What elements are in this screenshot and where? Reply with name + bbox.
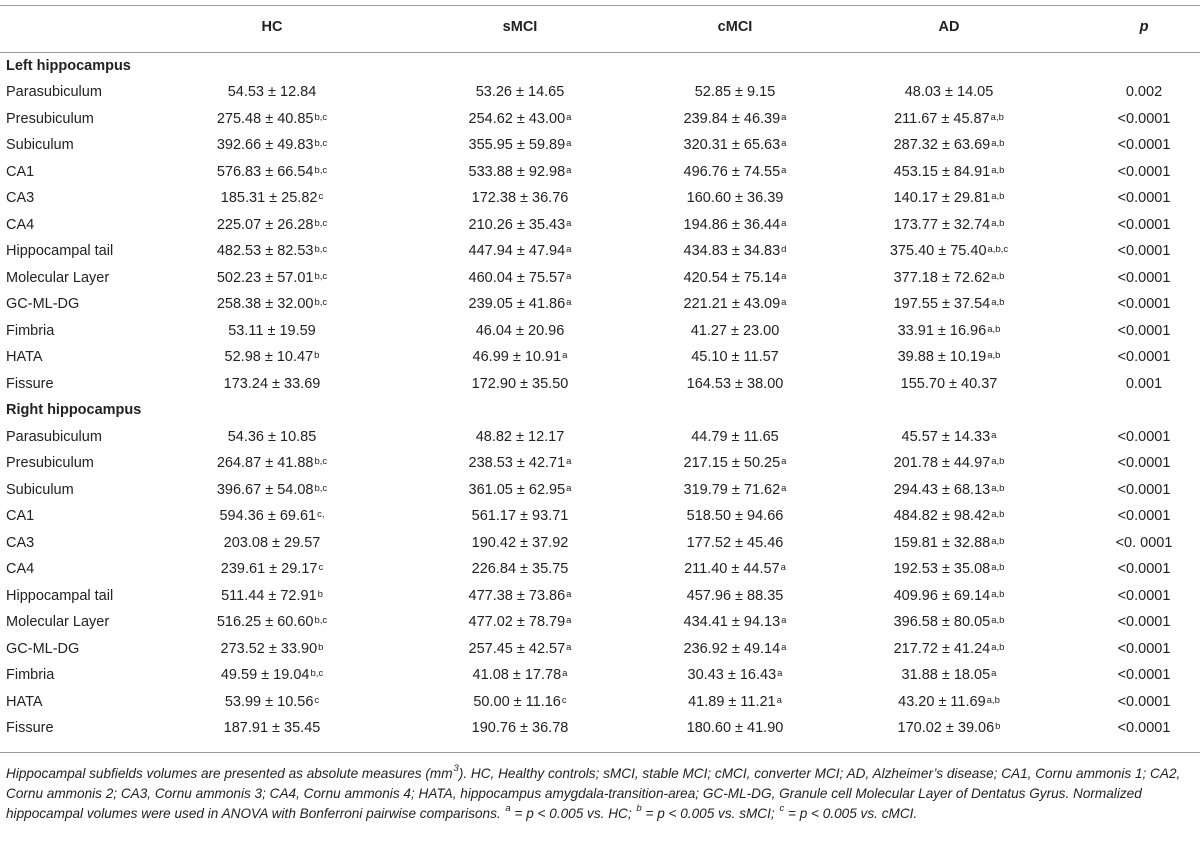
smci-value: 46.04 ± 20.96 [475, 322, 565, 339]
cmci-value: 44.79 ± 11.65 [691, 428, 779, 445]
section-title: Right hippocampus [6, 402, 142, 419]
cmci-value-cell [650, 424, 820, 451]
ad-value: 217.72 ± 41.24 [893, 640, 991, 657]
smci-value-cell [416, 530, 624, 557]
hc-value-cell: 516.25 ± 60.60 $^{b,c}$ [216, 614, 328, 631]
table-row [0, 238, 1200, 265]
hc-value-cell: 185.31 ± 25.82 $^c$ [220, 190, 324, 207]
smci-value: 447.94 ± 47.94 [468, 243, 566, 260]
table-row [0, 318, 1200, 345]
subfield-label: Hippocampal tail [6, 243, 114, 260]
section-header-row [0, 397, 1200, 424]
ad-value: 396.58 ± 80.05 [893, 614, 991, 631]
ad-value-cell: 409.96 ± 69.14 $^{a,b}$ [893, 587, 1005, 604]
ad-value: 409.96 ± 69.14 [893, 587, 991, 604]
hc-value: 173.24 ± 33.69 [223, 375, 321, 392]
ad-value: 31.88 ± 18.05 [901, 667, 991, 684]
cmci-value-cell: 420.54 ± 75.14 $^a$ [683, 269, 787, 286]
hc-value: 54.36 ± 10.85 [227, 428, 317, 445]
cmci-value: 164.53 ± 38.00 [686, 375, 784, 392]
ad-value: 45.57 ± 14.33 [901, 428, 991, 445]
table-row [0, 291, 1200, 318]
hc-value: 239.61 ± 29.17 [220, 561, 318, 578]
cmci-value: 434.41 ± 94.13 [683, 614, 781, 631]
cmci-value-cell: 217.15 ± 50.25 $^a$ [683, 455, 787, 472]
cmci-value: 496.76 ± 74.55 [683, 163, 781, 180]
smci-value-cell: 533.88 ± 92.98 $^a$ [468, 163, 572, 180]
cmci-value: 41.27 ± 23.00 [690, 322, 780, 339]
smci-value: 50.00 ± 11.16 [473, 693, 561, 710]
hc-value: 53.99 ± 10.56 [224, 693, 314, 710]
cmci-value-cell: 434.83 ± 34.83 $^d$ [683, 243, 787, 260]
cmci-value-cell: 221.21 ± 43.09 $^a$ [683, 296, 787, 313]
p-value: <0.0001 [1117, 269, 1171, 286]
table-row [0, 212, 1200, 239]
cmci-value: 457.96 ± 88.35 [686, 587, 784, 604]
p-value: <0.0001 [1117, 243, 1171, 260]
smci-value-cell: 238.53 ± 42.71 $^a$ [468, 455, 572, 472]
hc-value-cell [168, 424, 376, 451]
table-row [0, 715, 1200, 742]
hc-value-cell: 392.66 ± 49.83 $^{b,c}$ [216, 137, 328, 154]
ad-value-cell: 140.17 ± 29.81 $^{a,b}$ [893, 190, 1005, 207]
cmci-value-cell: 236.92 ± 49.14 $^a$ [683, 640, 787, 657]
hc-value-cell: 225.07 ± 26.28 $^{b,c}$ [216, 216, 328, 233]
smci-value: 172.38 ± 36.76 [471, 190, 569, 207]
ad-value-cell: 377.18 ± 72.62 $^{a,b}$ [893, 269, 1005, 286]
smci-value: 257.45 ± 42.57 [468, 640, 566, 657]
ad-value-cell: 43.20 ± 11.69 $^{a,b}$ [898, 693, 1000, 710]
smci-value-cell [416, 318, 624, 345]
cmci-value-cell [650, 583, 820, 610]
ad-value: 140.17 ± 29.81 [893, 190, 991, 207]
hc-value: 396.67 ± 54.08 [216, 481, 314, 498]
cmci-value: 194.86 ± 36.44 [683, 216, 781, 233]
table-row [0, 344, 1200, 371]
smci-value: 210.26 ± 35.43 [468, 216, 566, 233]
hc-value-cell: 49.59 ± 19.04 $^{b,c}$ [220, 667, 324, 684]
cmci-value-cell [650, 79, 820, 106]
p-value: <0.0001 [1117, 481, 1171, 498]
ad-value-cell: 45.57 ± 14.33 $^a$ [901, 428, 997, 445]
subfield-label: CA4 [6, 216, 35, 233]
header-col-hc: HC [261, 19, 283, 36]
hc-value-cell: 576.83 ± 66.54 $^{b,c}$ [216, 163, 328, 180]
table-row [0, 556, 1200, 583]
smci-value: 226.84 ± 35.75 [471, 561, 569, 578]
smci-value-cell [416, 424, 624, 451]
hc-value-cell [168, 715, 376, 742]
cmci-value-cell [650, 715, 820, 742]
ad-value: 170.02 ± 39.06 [897, 720, 995, 737]
smci-value-cell: 50.00 ± 11.16 $^c$ [473, 693, 567, 710]
smci-value-cell [416, 715, 624, 742]
ad-value: 377.18 ± 72.62 [893, 269, 991, 286]
hc-value-cell: 258.38 ± 32.00 $^{b,c}$ [216, 296, 328, 313]
hc-value: 264.87 ± 41.88 [216, 455, 314, 472]
smci-value: 361.05 ± 62.95 [468, 481, 566, 498]
cmci-value-cell: 194.86 ± 36.44 $^a$ [683, 216, 787, 233]
header-col-smci: sMCI [502, 19, 538, 36]
hc-value-cell: 396.67 ± 54.08 $^{b,c}$ [216, 481, 328, 498]
p-value: <0.0001 [1117, 190, 1171, 207]
ad-value-cell: 173.77 ± 32.74 $^{a,b}$ [893, 216, 1005, 233]
table-row [0, 79, 1200, 106]
table-row [0, 662, 1200, 689]
header-col-cmci: cMCI [717, 19, 753, 36]
smci-value-cell: 355.95 ± 59.89 $^a$ [468, 137, 572, 154]
smci-value-cell [416, 556, 624, 583]
p-value: <0.0001 [1117, 110, 1171, 127]
table-row [0, 185, 1200, 212]
cmci-value: 221.21 ± 43.09 [683, 296, 781, 313]
hc-value: 185.31 ± 25.82 [220, 190, 318, 207]
smci-value-cell: 447.94 ± 47.94 $^a$ [468, 243, 572, 260]
smci-value: 172.90 ± 35.50 [471, 375, 569, 392]
subfield-label: CA1 [6, 508, 35, 525]
smci-value: 254.62 ± 43.00 [468, 110, 566, 127]
hc-value-cell: 482.53 ± 82.53 $^{b,c}$ [216, 243, 328, 260]
hc-value-cell: 594.36 ± 69.61 $^{c,}$ [219, 508, 325, 525]
bottom-rule [0, 752, 1200, 753]
ad-value: 201.78 ± 44.97 [893, 455, 991, 472]
ad-value: 453.15 ± 84.91 [893, 163, 991, 180]
table-row [0, 424, 1200, 451]
subfield-label: Hippocampal tail [6, 587, 114, 604]
smci-value: 477.02 ± 78.79 [468, 614, 566, 631]
ad-value-cell: 484.82 ± 98.42 $^{a,b}$ [893, 508, 1005, 525]
table-footnote [6, 764, 1192, 824]
cmci-value-cell [650, 530, 820, 557]
ad-value-cell: 217.72 ± 41.24 $^{a,b}$ [893, 640, 1005, 657]
smci-value: 190.42 ± 37.92 [471, 534, 569, 551]
smci-value: 561.17 ± 93.71 [471, 508, 569, 525]
ad-value-cell: 396.58 ± 80.05 $^{a,b}$ [893, 614, 1005, 631]
hc-value: 502.23 ± 57.01 [216, 269, 314, 286]
cmci-value: 180.60 ± 41.90 [686, 720, 784, 737]
subfield-label: Molecular Layer [6, 269, 110, 286]
section-title: Left hippocampus [6, 57, 131, 74]
hc-value-cell: 52.98 ± 10.47 $^b$ [224, 349, 320, 366]
smci-value-cell: 477.38 ± 73.86 $^a$ [468, 587, 572, 604]
smci-value: 238.53 ± 42.71 [468, 455, 566, 472]
subfield-label: Subiculum [6, 137, 74, 154]
subfield-label: HATA [6, 693, 43, 710]
table-row [0, 265, 1200, 292]
ad-value-cell: 31.88 ± 18.05 $^a$ [901, 667, 997, 684]
ad-value-cell: 375.40 ± 75.40 $^{a,b,c}$ [889, 243, 1009, 260]
smci-value: 460.04 ± 75.57 [468, 269, 566, 286]
ad-value: 43.20 ± 11.69 [898, 693, 986, 710]
smci-value-cell [416, 503, 624, 530]
smci-value: 355.95 ± 59.89 [468, 137, 566, 154]
hc-value: 49.59 ± 19.04 [220, 667, 310, 684]
subfield-label: Subiculum [6, 481, 74, 498]
hc-value: 225.07 ± 26.28 [216, 216, 314, 233]
p-value: 0.001 [1125, 375, 1163, 392]
smci-value-cell: 239.05 ± 41.86 $^a$ [468, 296, 572, 313]
footnote-text-4: = p < 0.005 vs. sMCI; [641, 806, 779, 821]
hc-value: 53.11 ± 19.59 [228, 322, 316, 339]
cmci-value-cell: 30.43 ± 16.43 $^a$ [687, 667, 783, 684]
p-value: <0.0001 [1117, 640, 1171, 657]
subfield-label: Parasubiculum [6, 428, 102, 445]
cmci-value: 52.85 ± 9.15 [694, 84, 776, 101]
smci-value: 239.05 ± 41.86 [468, 296, 566, 313]
hc-value-cell: 502.23 ± 57.01 $^{b,c}$ [216, 269, 328, 286]
table-row [0, 159, 1200, 186]
p-value: <0.0001 [1117, 455, 1171, 472]
footnote-text-1: Hippocampal subfields volumes are presented as absolute measures (mm [6, 766, 453, 781]
ad-value-cell: 39.88 ± 10.19 $^{a,b}$ [897, 349, 1001, 366]
ad-value: 484.82 ± 98.42 [893, 508, 991, 525]
table-row [0, 583, 1200, 610]
footnote-sup-a: a [505, 803, 511, 815]
hc-value: 54.53 ± 12.84 [227, 84, 317, 101]
ad-value: 155.70 ± 40.37 [900, 375, 998, 392]
ad-value-cell: 287.32 ± 63.69 $^{a,b}$ [893, 137, 1005, 154]
p-value: <0. 0001 [1115, 534, 1173, 551]
smci-value: 41.08 ± 17.78 [472, 667, 562, 684]
ad-value-cell: 33.91 ± 16.96 $^{a,b}$ [897, 322, 1001, 339]
p-value: <0.0001 [1117, 614, 1171, 631]
table-row [0, 132, 1200, 159]
ad-value-cell: 197.55 ± 37.54 $^{a,b}$ [893, 296, 1005, 313]
cmci-value: 319.79 ± 71.62 [683, 481, 781, 498]
p-value: <0.0001 [1117, 163, 1171, 180]
smci-value: 46.99 ± 10.91 [472, 349, 562, 366]
cmci-value: 211.40 ± 44.57 [684, 561, 780, 578]
p-value: <0.0001 [1117, 296, 1171, 313]
ad-value: 48.03 ± 14.05 [904, 84, 994, 101]
p-value: <0.0001 [1117, 561, 1171, 578]
subfield-label: GC-ML-DG [6, 640, 80, 657]
subfield-label: CA4 [6, 561, 35, 578]
hc-value-cell: 273.52 ± 33.90 $^b$ [220, 640, 324, 657]
ad-value-cell: 453.15 ± 84.91 $^{a,b}$ [893, 163, 1005, 180]
hc-value-cell [168, 318, 376, 345]
subfield-label: Fimbria [6, 667, 55, 684]
cmci-value: 41.89 ± 11.21 [688, 693, 776, 710]
ad-value-cell [838, 79, 1060, 106]
p-value: <0.0001 [1117, 693, 1171, 710]
smci-value-cell: 460.04 ± 75.57 $^a$ [468, 269, 572, 286]
cmci-value: 518.50 ± 94.66 [686, 508, 784, 525]
table-row [0, 477, 1200, 504]
header-col-ad: AD [938, 19, 960, 36]
smci-value: 190.76 ± 36.78 [471, 720, 569, 737]
hc-value-cell: 275.48 ± 40.85 $^{b,c}$ [216, 110, 328, 127]
hc-value: 511.44 ± 72.91 [221, 587, 317, 604]
hc-value: 187.91 ± 35.45 [223, 720, 321, 737]
subfield-label: HATA [6, 349, 43, 366]
smci-value: 477.38 ± 73.86 [468, 587, 566, 604]
hc-value-cell [168, 79, 376, 106]
smci-value-cell: 254.62 ± 43.00 $^a$ [468, 110, 572, 127]
ad-value-cell: 211.67 ± 45.87 $^{a,b}$ [894, 110, 1004, 127]
p-value: <0.0001 [1117, 322, 1171, 339]
subfield-label: Fissure [6, 720, 54, 737]
smci-value: 48.82 ± 12.17 [475, 428, 565, 445]
hc-value: 482.53 ± 82.53 [216, 243, 314, 260]
ad-value: 192.53 ± 35.08 [893, 561, 991, 578]
subfield-label: CA3 [6, 190, 35, 207]
cmci-value-cell: 320.31 ± 65.63 $^a$ [683, 137, 787, 154]
cmci-value-cell: 496.76 ± 74.55 $^a$ [683, 163, 787, 180]
ad-value-cell [838, 371, 1060, 398]
cmci-value: 434.83 ± 34.83 [683, 243, 781, 260]
smci-value-cell: 46.99 ± 10.91 $^a$ [472, 349, 568, 366]
ad-value: 211.67 ± 45.87 [894, 110, 990, 127]
subfield-label: Presubiculum [6, 110, 94, 127]
hc-value: 516.25 ± 60.60 [216, 614, 314, 631]
cmci-value-cell: 41.89 ± 11.21 $^a$ [688, 693, 782, 710]
subfield-label: GC-ML-DG [6, 296, 80, 313]
top-rule [0, 5, 1200, 6]
hc-value-cell [168, 530, 376, 557]
subfield-label: Fissure [6, 375, 54, 392]
hc-value-cell: 53.99 ± 10.56 $^c$ [224, 693, 320, 710]
p-value: <0.0001 [1117, 720, 1171, 737]
hc-value: 594.36 ± 69.61 [219, 508, 317, 525]
p-value: <0.0001 [1117, 216, 1171, 233]
smci-value-cell [416, 185, 624, 212]
ad-value: 39.88 ± 10.19 [897, 349, 987, 366]
hc-value-cell: 511.44 ± 72.91 $^b$ [221, 587, 323, 604]
ad-value-cell: 192.53 ± 35.08 $^{a,b}$ [893, 561, 1005, 578]
cmci-value-cell [650, 371, 820, 398]
hc-value: 203.08 ± 29.57 [223, 534, 321, 551]
cmci-value: 160.60 ± 36.39 [686, 190, 784, 207]
table-row [0, 609, 1200, 636]
cmci-value-cell: 239.84 ± 46.39 $^a$ [683, 110, 787, 127]
ad-value: 197.55 ± 37.54 [893, 296, 991, 313]
p-value: <0.0001 [1117, 349, 1171, 366]
header-col-p: p [1139, 19, 1149, 36]
subfield-label: Fimbria [6, 322, 55, 339]
p-value: <0.0001 [1117, 587, 1171, 604]
p-value: <0.0001 [1117, 137, 1171, 154]
ad-value: 159.81 ± 32.88 [893, 534, 991, 551]
subfield-label: Molecular Layer [6, 614, 110, 631]
cmci-value-cell: 434.41 ± 94.13 $^a$ [683, 614, 787, 631]
ad-value-cell: 201.78 ± 44.97 $^{a,b}$ [893, 455, 1005, 472]
subfield-label: CA3 [6, 534, 35, 551]
hc-value-cell: 264.87 ± 41.88 $^{b,c}$ [216, 455, 328, 472]
subfield-label: Parasubiculum [6, 84, 102, 101]
cmci-value: 236.92 ± 49.14 [683, 640, 781, 657]
ad-value-cell: 294.43 ± 68.13 $^{a,b}$ [893, 481, 1005, 498]
ad-value: 173.77 ± 32.74 [893, 216, 991, 233]
smci-value-cell: 361.05 ± 62.95 $^a$ [468, 481, 572, 498]
table-row [0, 530, 1200, 557]
cmci-value: 45.10 ± 11.57 [691, 349, 779, 366]
hc-value: 258.38 ± 32.00 [216, 296, 314, 313]
p-value: <0.0001 [1117, 508, 1171, 525]
cmci-value-cell: 319.79 ± 71.62 $^a$ [683, 481, 787, 498]
smci-value-cell: 257.45 ± 42.57 $^a$ [468, 640, 572, 657]
cmci-value: 177.52 ± 45.46 [686, 534, 784, 551]
p-value: <0.0001 [1117, 667, 1171, 684]
hc-value-cell: 239.61 ± 29.17 $^c$ [220, 561, 324, 578]
ad-value-cell: 159.81 ± 32.88 $^{a,b}$ [893, 534, 1005, 551]
cmci-value-cell [650, 318, 820, 345]
cmci-value: 30.43 ± 16.43 [687, 667, 777, 684]
hc-value: 392.66 ± 49.83 [216, 137, 314, 154]
hc-value: 275.48 ± 40.85 [216, 110, 314, 127]
table-row [0, 371, 1200, 398]
ad-value: 375.40 ± 75.40 [889, 243, 987, 260]
ad-value-cell: 170.02 ± 39.06 $^b$ [897, 720, 1001, 737]
footnote-sup-3: 3 [453, 763, 459, 775]
footnote-text-2: ). HC, Healthy controls; sMCI, stable MCI; cMCI, converter MCI; AD, Alzheimer’s disease; CA1, Cornu ammonis 1; CA2, Cornu ammonis 2; CA3, Cornu ammonis 3; CA4, Cornu ammonis 4; HATA, hippocampus amygdala-transition-area; GC-ML-DG, Granule cell Molecular Layer of Dentatus Gyrus. Normalized hippocampal volumes were used in ANOVA with Bonferroni pairwise comparisons. [6, 766, 1181, 821]
p-value: 0.002 [1125, 84, 1163, 101]
smci-value: 53.26 ± 14.65 [475, 84, 565, 101]
hc-value-cell [168, 371, 376, 398]
table-row [0, 503, 1200, 530]
cmci-value-cell [650, 185, 820, 212]
smci-value-cell: 41.08 ± 17.78 $^a$ [472, 667, 568, 684]
smci-value-cell: 210.26 ± 35.43 $^a$ [468, 216, 572, 233]
p-value: <0.0001 [1117, 428, 1171, 445]
smci-value-cell: 477.02 ± 78.79 $^a$ [468, 614, 572, 631]
cmci-value: 239.84 ± 46.39 [683, 110, 781, 127]
subfield-label: Presubiculum [6, 455, 94, 472]
subfield-label: CA1 [6, 163, 35, 180]
cmci-value-cell [650, 503, 820, 530]
smci-value-cell [416, 371, 624, 398]
table-row [0, 106, 1200, 133]
table-header [0, 14, 1200, 41]
cmci-value-cell [650, 344, 820, 371]
cmci-value: 320.31 ± 65.63 [683, 137, 781, 154]
cmci-value: 420.54 ± 75.14 [683, 269, 781, 286]
cmci-value: 217.15 ± 50.25 [683, 455, 781, 472]
hc-value: 52.98 ± 10.47 [224, 349, 314, 366]
ad-value: 33.91 ± 16.96 [897, 322, 987, 339]
section-header-row [0, 53, 1200, 80]
ad-value: 294.43 ± 68.13 [893, 481, 991, 498]
footnote-sup-c: c [779, 803, 785, 815]
hc-value: 576.83 ± 66.54 [216, 163, 314, 180]
hc-value: 273.52 ± 33.90 [220, 640, 318, 657]
smci-value: 533.88 ± 92.98 [468, 163, 566, 180]
table-row [0, 689, 1200, 716]
ad-value: 287.32 ± 63.69 [893, 137, 991, 154]
table-row [0, 450, 1200, 477]
footnote-text-3: = p < 0.005 vs. HC; [510, 806, 636, 821]
cmci-value-cell: 211.40 ± 44.57 $^a$ [684, 561, 786, 578]
footnote-sup-b: b [636, 803, 642, 815]
table-row [0, 636, 1200, 663]
smci-value-cell [416, 79, 624, 106]
footnote-text-5: = p < 0.005 vs. cMCI. [784, 806, 918, 821]
